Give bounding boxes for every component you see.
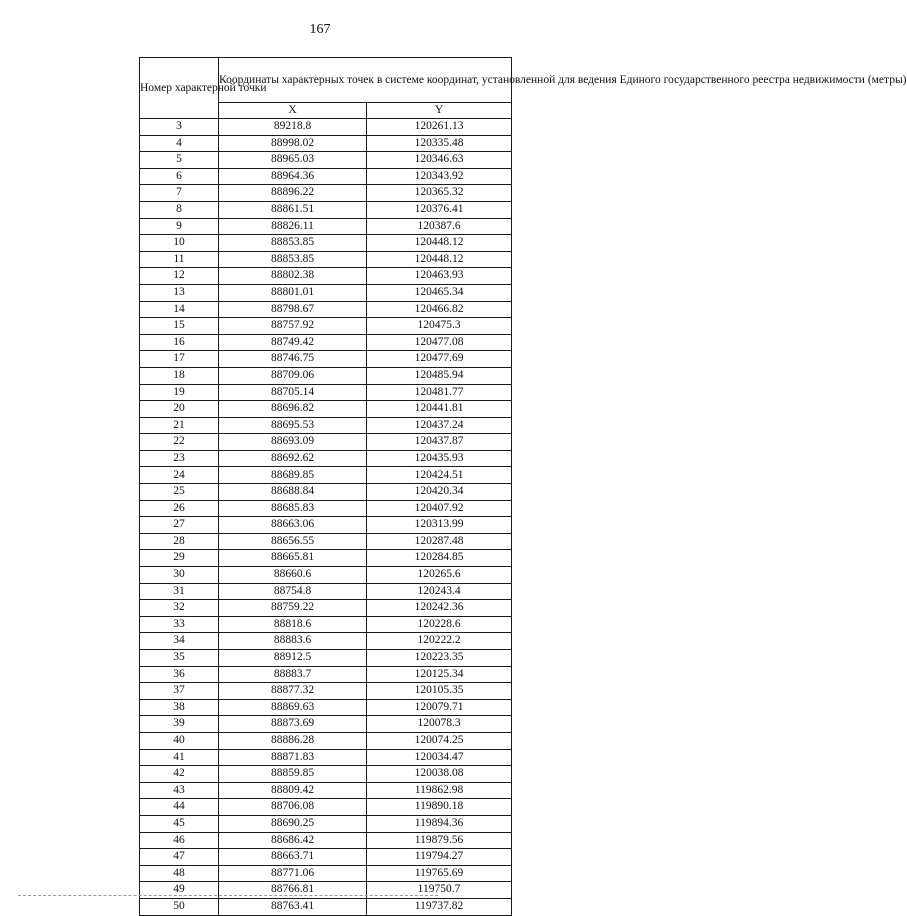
table-row xyxy=(140,185,512,202)
page-number: 167 xyxy=(309,22,331,37)
point-number-cell: 18 xyxy=(140,367,219,384)
y-coordinate-cell: 120407.92 xyxy=(367,500,512,517)
coordinates-table xyxy=(139,57,907,916)
y-coordinate-cell: 119765.69 xyxy=(367,865,512,882)
y-coordinate-cell: 120448.12 xyxy=(367,235,512,252)
point-number-cell: 36 xyxy=(140,666,219,683)
point-number-cell: 29 xyxy=(140,550,219,567)
x-coordinate-cell: 88853.85 xyxy=(219,235,367,252)
table-row xyxy=(140,650,512,667)
table-row xyxy=(140,517,512,534)
point-number-cell: 25 xyxy=(140,484,219,501)
point-number-cell: 22 xyxy=(140,434,219,451)
point-number-cell: 45 xyxy=(140,815,219,832)
table-row xyxy=(140,865,512,882)
y-coordinate-cell: 120079.71 xyxy=(367,699,512,716)
point-number-cell: 27 xyxy=(140,517,219,534)
x-coordinate-cell: 88686.42 xyxy=(219,832,367,849)
y-coordinate-cell: 119750.7 xyxy=(367,882,512,899)
point-number-cell: 5 xyxy=(140,152,219,169)
table-row xyxy=(140,251,512,268)
point-number-cell: 23 xyxy=(140,450,219,467)
y-coordinate-cell: 120265.6 xyxy=(367,567,512,584)
table-row xyxy=(140,583,512,600)
x-coordinate-cell: 88685.83 xyxy=(219,500,367,517)
point-number-cell: 39 xyxy=(140,716,219,733)
point-number-cell: 15 xyxy=(140,318,219,335)
x-coordinate-cell: 88801.01 xyxy=(219,284,367,301)
x-coordinate-cell: 88749.42 xyxy=(219,334,367,351)
footer-divider xyxy=(18,895,438,896)
table-row xyxy=(140,666,512,683)
x-coordinate-cell: 88663.71 xyxy=(219,849,367,866)
x-coordinate-cell: 88853.85 xyxy=(219,251,367,268)
x-coordinate-cell: 88873.69 xyxy=(219,716,367,733)
table-row xyxy=(140,782,512,799)
x-coordinate-cell: 88656.55 xyxy=(219,533,367,550)
point-number-cell: 16 xyxy=(140,334,219,351)
table-row xyxy=(140,799,512,816)
table-row xyxy=(140,119,512,136)
y-coordinate-cell: 120313.99 xyxy=(367,517,512,534)
y-coordinate-cell: 120387.6 xyxy=(367,218,512,235)
point-number-cell: 21 xyxy=(140,417,219,434)
x-coordinate-cell: 88912.5 xyxy=(219,650,367,667)
coordinates-header: Координаты характерных точек в системе координат, установленной для ведения Единого государственного реестра недвижимости (метры) xyxy=(219,58,512,103)
table-row xyxy=(140,467,512,484)
table-row xyxy=(140,301,512,318)
table-row xyxy=(140,732,512,749)
x-coordinate-cell: 88771.06 xyxy=(219,865,367,882)
x-coordinate-cell: 88883.7 xyxy=(219,666,367,683)
x-coordinate-cell: 88798.67 xyxy=(219,301,367,318)
x-coordinate-cell: 88663.06 xyxy=(219,517,367,534)
table-row xyxy=(140,550,512,567)
x-coordinate-cell: 88861.51 xyxy=(219,201,367,218)
y-coordinate-cell: 120125.34 xyxy=(367,666,512,683)
x-coordinate-cell: 88695.53 xyxy=(219,417,367,434)
table-row xyxy=(140,401,512,418)
table-row xyxy=(140,699,512,716)
y-coordinate-cell: 120420.34 xyxy=(367,484,512,501)
point-number-cell: 3 xyxy=(140,119,219,136)
point-number-cell: 49 xyxy=(140,882,219,899)
table-row xyxy=(140,384,512,401)
point-number-cell: 6 xyxy=(140,168,219,185)
point-number-cell: 4 xyxy=(140,135,219,152)
table-row xyxy=(140,600,512,617)
x-coordinate-cell: 88660.6 xyxy=(219,567,367,584)
table-row xyxy=(140,450,512,467)
y-coordinate-cell: 120228.6 xyxy=(367,616,512,633)
table-row xyxy=(140,334,512,351)
table-row xyxy=(140,218,512,235)
x-coordinate-cell: 88802.38 xyxy=(219,268,367,285)
point-number-cell: 42 xyxy=(140,766,219,783)
y-coordinate-cell: 120242.36 xyxy=(367,600,512,617)
x-coordinate-cell: 88690.25 xyxy=(219,815,367,832)
x-coordinate-cell: 88759.22 xyxy=(219,600,367,617)
point-number-cell: 17 xyxy=(140,351,219,368)
table-row xyxy=(140,235,512,252)
y-coordinate-cell: 120437.24 xyxy=(367,417,512,434)
point-number-cell: 33 xyxy=(140,616,219,633)
y-coordinate-cell: 119894.36 xyxy=(367,815,512,832)
table-row xyxy=(140,268,512,285)
y-coordinate-cell: 120335.48 xyxy=(367,135,512,152)
coordinates-body xyxy=(140,119,512,916)
table-row xyxy=(140,683,512,700)
point-number-cell: 43 xyxy=(140,782,219,799)
x-coordinate-cell: 88693.09 xyxy=(219,434,367,451)
x-coordinate-cell: 88706.08 xyxy=(219,799,367,816)
table-row xyxy=(140,832,512,849)
table-row xyxy=(140,367,512,384)
point-number-cell: 47 xyxy=(140,849,219,866)
table-row xyxy=(140,417,512,434)
x-coordinate-cell: 88709.06 xyxy=(219,367,367,384)
point-number-cell: 28 xyxy=(140,533,219,550)
point-number-cell: 13 xyxy=(140,284,219,301)
point-number-cell: 12 xyxy=(140,268,219,285)
table-row xyxy=(140,201,512,218)
point-number-cell: 34 xyxy=(140,633,219,650)
x-coordinate-cell: 88883.6 xyxy=(219,633,367,650)
y-coordinate-cell: 120287.48 xyxy=(367,533,512,550)
point-number-cell: 24 xyxy=(140,467,219,484)
table-row xyxy=(140,898,512,915)
x-coordinate-cell: 88746.75 xyxy=(219,351,367,368)
point-number-cell: 30 xyxy=(140,567,219,584)
y-coordinate-cell: 119862.98 xyxy=(367,782,512,799)
y-coordinate-cell: 120424.51 xyxy=(367,467,512,484)
y-coordinate-cell: 120481.77 xyxy=(367,384,512,401)
x-coordinate-cell: 89218.8 xyxy=(219,119,367,136)
x-coordinate-cell: 88869.63 xyxy=(219,699,367,716)
y-coordinate-cell: 120485.94 xyxy=(367,367,512,384)
y-coordinate-cell: 120222.2 xyxy=(367,633,512,650)
x-coordinate-cell: 88757.92 xyxy=(219,318,367,335)
table-row xyxy=(140,616,512,633)
table-row xyxy=(140,284,512,301)
table-row xyxy=(140,318,512,335)
y-coordinate-cell: 120365.32 xyxy=(367,185,512,202)
y-coordinate-cell: 120223.35 xyxy=(367,650,512,667)
point-number-cell: 37 xyxy=(140,683,219,700)
point-number-cell: 50 xyxy=(140,898,219,915)
point-number-cell: 48 xyxy=(140,865,219,882)
y-coordinate-cell: 120435.93 xyxy=(367,450,512,467)
y-coordinate-cell: 120261.13 xyxy=(367,119,512,136)
x-coordinate-cell: 88826.11 xyxy=(219,218,367,235)
table-row xyxy=(140,633,512,650)
y-coordinate-cell: 120034.47 xyxy=(367,749,512,766)
point-number-cell: 41 xyxy=(140,749,219,766)
x-coordinate-cell: 88809.42 xyxy=(219,782,367,799)
point-number-cell: 35 xyxy=(140,650,219,667)
table-row xyxy=(140,815,512,832)
y-coordinate-cell: 120105.35 xyxy=(367,683,512,700)
table-row xyxy=(140,152,512,169)
x-coordinate-cell: 88692.62 xyxy=(219,450,367,467)
point-number-cell: 8 xyxy=(140,201,219,218)
point-number-cell: 14 xyxy=(140,301,219,318)
point-number-cell: 46 xyxy=(140,832,219,849)
y-coordinate-cell: 120441.81 xyxy=(367,401,512,418)
y-coordinate-cell: 120437.87 xyxy=(367,434,512,451)
x-coordinate-cell: 88871.83 xyxy=(219,749,367,766)
x-coordinate-cell: 88965.03 xyxy=(219,152,367,169)
table-row xyxy=(140,434,512,451)
y-coordinate-cell: 120343.92 xyxy=(367,168,512,185)
point-number-cell: 10 xyxy=(140,235,219,252)
y-coordinate-cell: 120346.63 xyxy=(367,152,512,169)
x-coordinate-cell: 88818.6 xyxy=(219,616,367,633)
y-coordinate-cell: 120243.4 xyxy=(367,583,512,600)
y-coordinate-cell: 120448.12 xyxy=(367,251,512,268)
y-coordinate-cell: 120477.69 xyxy=(367,351,512,368)
table-row xyxy=(140,135,512,152)
y-coordinate-cell: 119890.18 xyxy=(367,799,512,816)
x-coordinate-cell: 88705.14 xyxy=(219,384,367,401)
point-number-cell: 44 xyxy=(140,799,219,816)
table-row xyxy=(140,567,512,584)
x-coordinate-cell: 88665.81 xyxy=(219,550,367,567)
point-number-cell: 7 xyxy=(140,185,219,202)
table-row xyxy=(140,500,512,517)
y-coordinate-cell: 120465.34 xyxy=(367,284,512,301)
table-row xyxy=(140,533,512,550)
y-coordinate-cell: 120475.3 xyxy=(367,318,512,335)
y-coordinate-cell: 120463.93 xyxy=(367,268,512,285)
x-coordinate-cell: 88964.36 xyxy=(219,168,367,185)
point-number-cell: 26 xyxy=(140,500,219,517)
y-column-header: Y xyxy=(367,103,512,119)
table-row xyxy=(140,716,512,733)
point-number-cell: 20 xyxy=(140,401,219,418)
x-column-header: X xyxy=(219,103,367,119)
table-row xyxy=(140,766,512,783)
point-number-cell: 11 xyxy=(140,251,219,268)
y-coordinate-cell: 120284.85 xyxy=(367,550,512,567)
x-coordinate-cell: 88689.85 xyxy=(219,467,367,484)
x-coordinate-cell: 88696.82 xyxy=(219,401,367,418)
point-number-cell: 40 xyxy=(140,732,219,749)
y-coordinate-cell: 120074.25 xyxy=(367,732,512,749)
y-coordinate-cell: 120376.41 xyxy=(367,201,512,218)
y-coordinate-cell: 119879.56 xyxy=(367,832,512,849)
x-coordinate-cell: 88754.8 xyxy=(219,583,367,600)
table-row xyxy=(140,484,512,501)
x-coordinate-cell: 88859.85 xyxy=(219,766,367,783)
y-coordinate-cell: 120466.82 xyxy=(367,301,512,318)
y-coordinate-cell: 119794.27 xyxy=(367,849,512,866)
x-coordinate-cell: 88766.81 xyxy=(219,882,367,899)
y-coordinate-cell: 119737.82 xyxy=(367,898,512,915)
table-row xyxy=(140,749,512,766)
point-number-cell: 19 xyxy=(140,384,219,401)
y-coordinate-cell: 120038.08 xyxy=(367,766,512,783)
x-coordinate-cell: 88998.02 xyxy=(219,135,367,152)
y-coordinate-cell: 120078.3 xyxy=(367,716,512,733)
point-number-header: Номер характерной точки xyxy=(140,58,219,119)
x-coordinate-cell: 88877.32 xyxy=(219,683,367,700)
point-number-cell: 9 xyxy=(140,218,219,235)
x-coordinate-cell: 88688.84 xyxy=(219,484,367,501)
x-coordinate-cell: 88763.41 xyxy=(219,898,367,915)
point-number-cell: 38 xyxy=(140,699,219,716)
x-coordinate-cell: 88886.28 xyxy=(219,732,367,749)
point-number-cell: 32 xyxy=(140,600,219,617)
table-row xyxy=(140,168,512,185)
point-number-cell: 31 xyxy=(140,583,219,600)
table-row xyxy=(140,351,512,368)
x-coordinate-cell: 88896.22 xyxy=(219,185,367,202)
table-row xyxy=(140,849,512,866)
y-coordinate-cell: 120477.08 xyxy=(367,334,512,351)
